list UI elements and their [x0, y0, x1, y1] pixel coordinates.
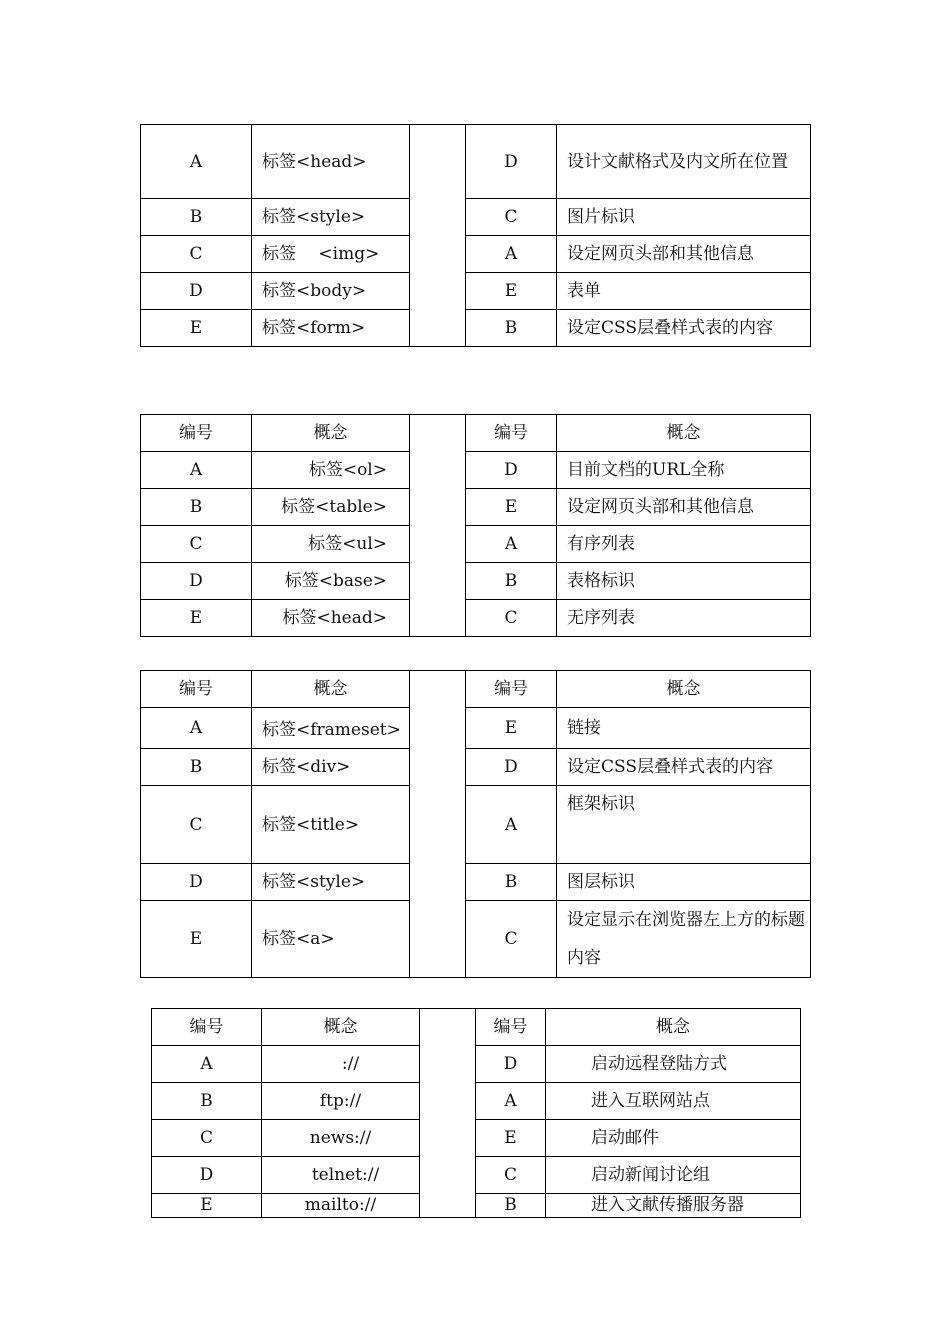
- right-concept-cell: 图层标识: [557, 864, 811, 901]
- right-concept-cell: 表单: [557, 273, 811, 310]
- table-header-row: [152, 1009, 801, 1046]
- left-concept-cell: 标签<head>: [252, 600, 410, 637]
- right-id-cell: A: [466, 786, 557, 864]
- right-concept-cell: 启动新闻讨论组: [546, 1157, 801, 1194]
- left-id-cell: E: [141, 600, 252, 637]
- right-concept-cell: 设定网页头部和其他信息: [557, 236, 811, 273]
- header-id-cell: 编号: [466, 671, 557, 708]
- header-id-cell: 编号: [141, 415, 252, 452]
- left-id-cell: E: [141, 310, 252, 347]
- table-row: [152, 1046, 801, 1083]
- left-id-cell: B: [141, 199, 252, 236]
- right-id-cell: C: [466, 901, 557, 978]
- right-concept-cell: 启动远程登陆方式: [546, 1046, 801, 1083]
- table-row: [152, 1157, 801, 1194]
- table-row: [141, 526, 811, 563]
- right-concept-cell: 进入文献传播服务器: [546, 1194, 801, 1218]
- right-concept-cell: 表格标识: [557, 563, 811, 600]
- left-id-cell: E: [152, 1194, 262, 1218]
- left-concept-cell: 标签 <img>: [252, 236, 410, 273]
- header-id-cell: 编号: [141, 671, 252, 708]
- left-id-cell: A: [141, 452, 252, 489]
- left-concept-cell: 标签<form>: [252, 310, 410, 347]
- header-concept-cell: 概念: [252, 671, 410, 708]
- header-concept-cell: 概念: [252, 415, 410, 452]
- matching-table-3: [140, 670, 811, 978]
- table-row: [152, 1194, 801, 1218]
- left-id-cell: D: [152, 1157, 262, 1194]
- table-row: [141, 199, 811, 236]
- table-row: [141, 310, 811, 347]
- left-concept-cell: 标签<ul>: [252, 526, 410, 563]
- left-id-cell: C: [141, 786, 252, 864]
- left-id-cell: D: [141, 273, 252, 310]
- right-concept-cell: 进入互联网站点: [546, 1083, 801, 1120]
- matching-table-2: [140, 414, 811, 637]
- right-concept-cell: 框架标识: [557, 786, 811, 864]
- left-concept-cell: mailto://: [262, 1194, 420, 1218]
- matching-table-1: [140, 124, 811, 347]
- right-concept-cell: 链接: [557, 708, 811, 749]
- right-id-cell: B: [466, 310, 557, 347]
- right-concept-cell: 无序列表: [557, 600, 811, 637]
- table-row: [141, 749, 811, 786]
- left-id-cell: E: [141, 901, 252, 978]
- table-header-row: [141, 671, 811, 708]
- right-id-cell: E: [476, 1120, 546, 1157]
- left-id-cell: C: [141, 236, 252, 273]
- header-id-cell: 编号: [476, 1009, 546, 1046]
- table-row: [141, 125, 811, 199]
- left-id-cell: C: [141, 526, 252, 563]
- right-concept-cell: 设定CSS层叠样式表的内容: [557, 749, 811, 786]
- left-concept-cell: 标签<a>: [252, 901, 410, 978]
- left-concept-cell: 标签<ol>: [252, 452, 410, 489]
- right-concept-cell: 启动邮件: [546, 1120, 801, 1157]
- right-id-cell: D: [476, 1046, 546, 1083]
- table-row: [141, 452, 811, 489]
- right-id-cell: D: [466, 125, 557, 199]
- left-id-cell: A: [141, 125, 252, 199]
- left-concept-cell: 标签<frameset>: [252, 708, 410, 749]
- left-id-cell: B: [152, 1083, 262, 1120]
- right-id-cell: B: [466, 864, 557, 901]
- left-concept-cell: ://: [262, 1046, 420, 1083]
- table-row: [141, 273, 811, 310]
- right-id-cell: B: [476, 1194, 546, 1218]
- right-concept-cell: 图片标识: [557, 199, 811, 236]
- table-row: [141, 708, 811, 749]
- left-concept-cell: 标签<div>: [252, 749, 410, 786]
- left-id-cell: D: [141, 563, 252, 600]
- right-id-cell: C: [466, 199, 557, 236]
- left-id-cell: A: [152, 1046, 262, 1083]
- left-concept-cell: 标签<style>: [252, 864, 410, 901]
- header-concept-cell: 概念: [557, 671, 811, 708]
- table-row: [141, 600, 811, 637]
- right-concept-cell: 设计文献格式及内文所在位置: [557, 125, 811, 199]
- left-id-cell: A: [141, 708, 252, 749]
- right-id-cell: E: [466, 489, 557, 526]
- table-row: [141, 864, 811, 901]
- header-id-cell: 编号: [466, 415, 557, 452]
- left-concept-cell: telnet://: [262, 1157, 420, 1194]
- left-concept-cell: 标签<body>: [252, 273, 410, 310]
- left-concept-cell: 标签<base>: [252, 563, 410, 600]
- spacer-cell: [410, 415, 466, 637]
- left-concept-cell: 标签<style>: [252, 199, 410, 236]
- left-id-cell: B: [141, 489, 252, 526]
- left-concept-cell: 标签<table>: [252, 489, 410, 526]
- left-id-cell: C: [152, 1120, 262, 1157]
- spacer-cell: [410, 125, 466, 347]
- left-concept-cell: news://: [262, 1120, 420, 1157]
- right-id-cell: C: [476, 1157, 546, 1194]
- left-concept-cell: 标签<title>: [252, 786, 410, 864]
- table-row: [152, 1083, 801, 1120]
- table-row: [141, 786, 811, 864]
- right-concept-cell: 目前文档的URL全称: [557, 452, 811, 489]
- header-id-cell: 编号: [152, 1009, 262, 1046]
- left-concept-cell: ftp://: [262, 1083, 420, 1120]
- right-id-cell: B: [466, 563, 557, 600]
- right-id-cell: A: [466, 236, 557, 273]
- right-id-cell: C: [466, 600, 557, 637]
- header-concept-cell: 概念: [262, 1009, 420, 1046]
- right-concept-cell: 设定显示在浏览器左上方的标题内容: [557, 901, 811, 978]
- matching-table-4: [151, 1008, 801, 1218]
- table-header-row: [141, 415, 811, 452]
- left-id-cell: B: [141, 749, 252, 786]
- header-concept-cell: 概念: [546, 1009, 801, 1046]
- header-concept-cell: 概念: [557, 415, 811, 452]
- table-row: [141, 563, 811, 600]
- table-row: [141, 236, 811, 273]
- table-row: [141, 489, 811, 526]
- right-id-cell: E: [466, 708, 557, 749]
- table-row: [152, 1120, 801, 1157]
- right-id-cell: E: [466, 273, 557, 310]
- right-concept-cell: 设定CSS层叠样式表的内容: [557, 310, 811, 347]
- left-id-cell: D: [141, 864, 252, 901]
- left-concept-cell: 标签<head>: [252, 125, 410, 199]
- right-id-cell: D: [466, 749, 557, 786]
- spacer-cell: [420, 1009, 476, 1218]
- spacer-cell: [410, 671, 466, 978]
- right-id-cell: A: [466, 526, 557, 563]
- right-id-cell: A: [476, 1083, 546, 1120]
- right-concept-cell: 有序列表: [557, 526, 811, 563]
- right-id-cell: D: [466, 452, 557, 489]
- right-concept-cell: 设定网页头部和其他信息: [557, 489, 811, 526]
- table-row: [141, 901, 811, 978]
